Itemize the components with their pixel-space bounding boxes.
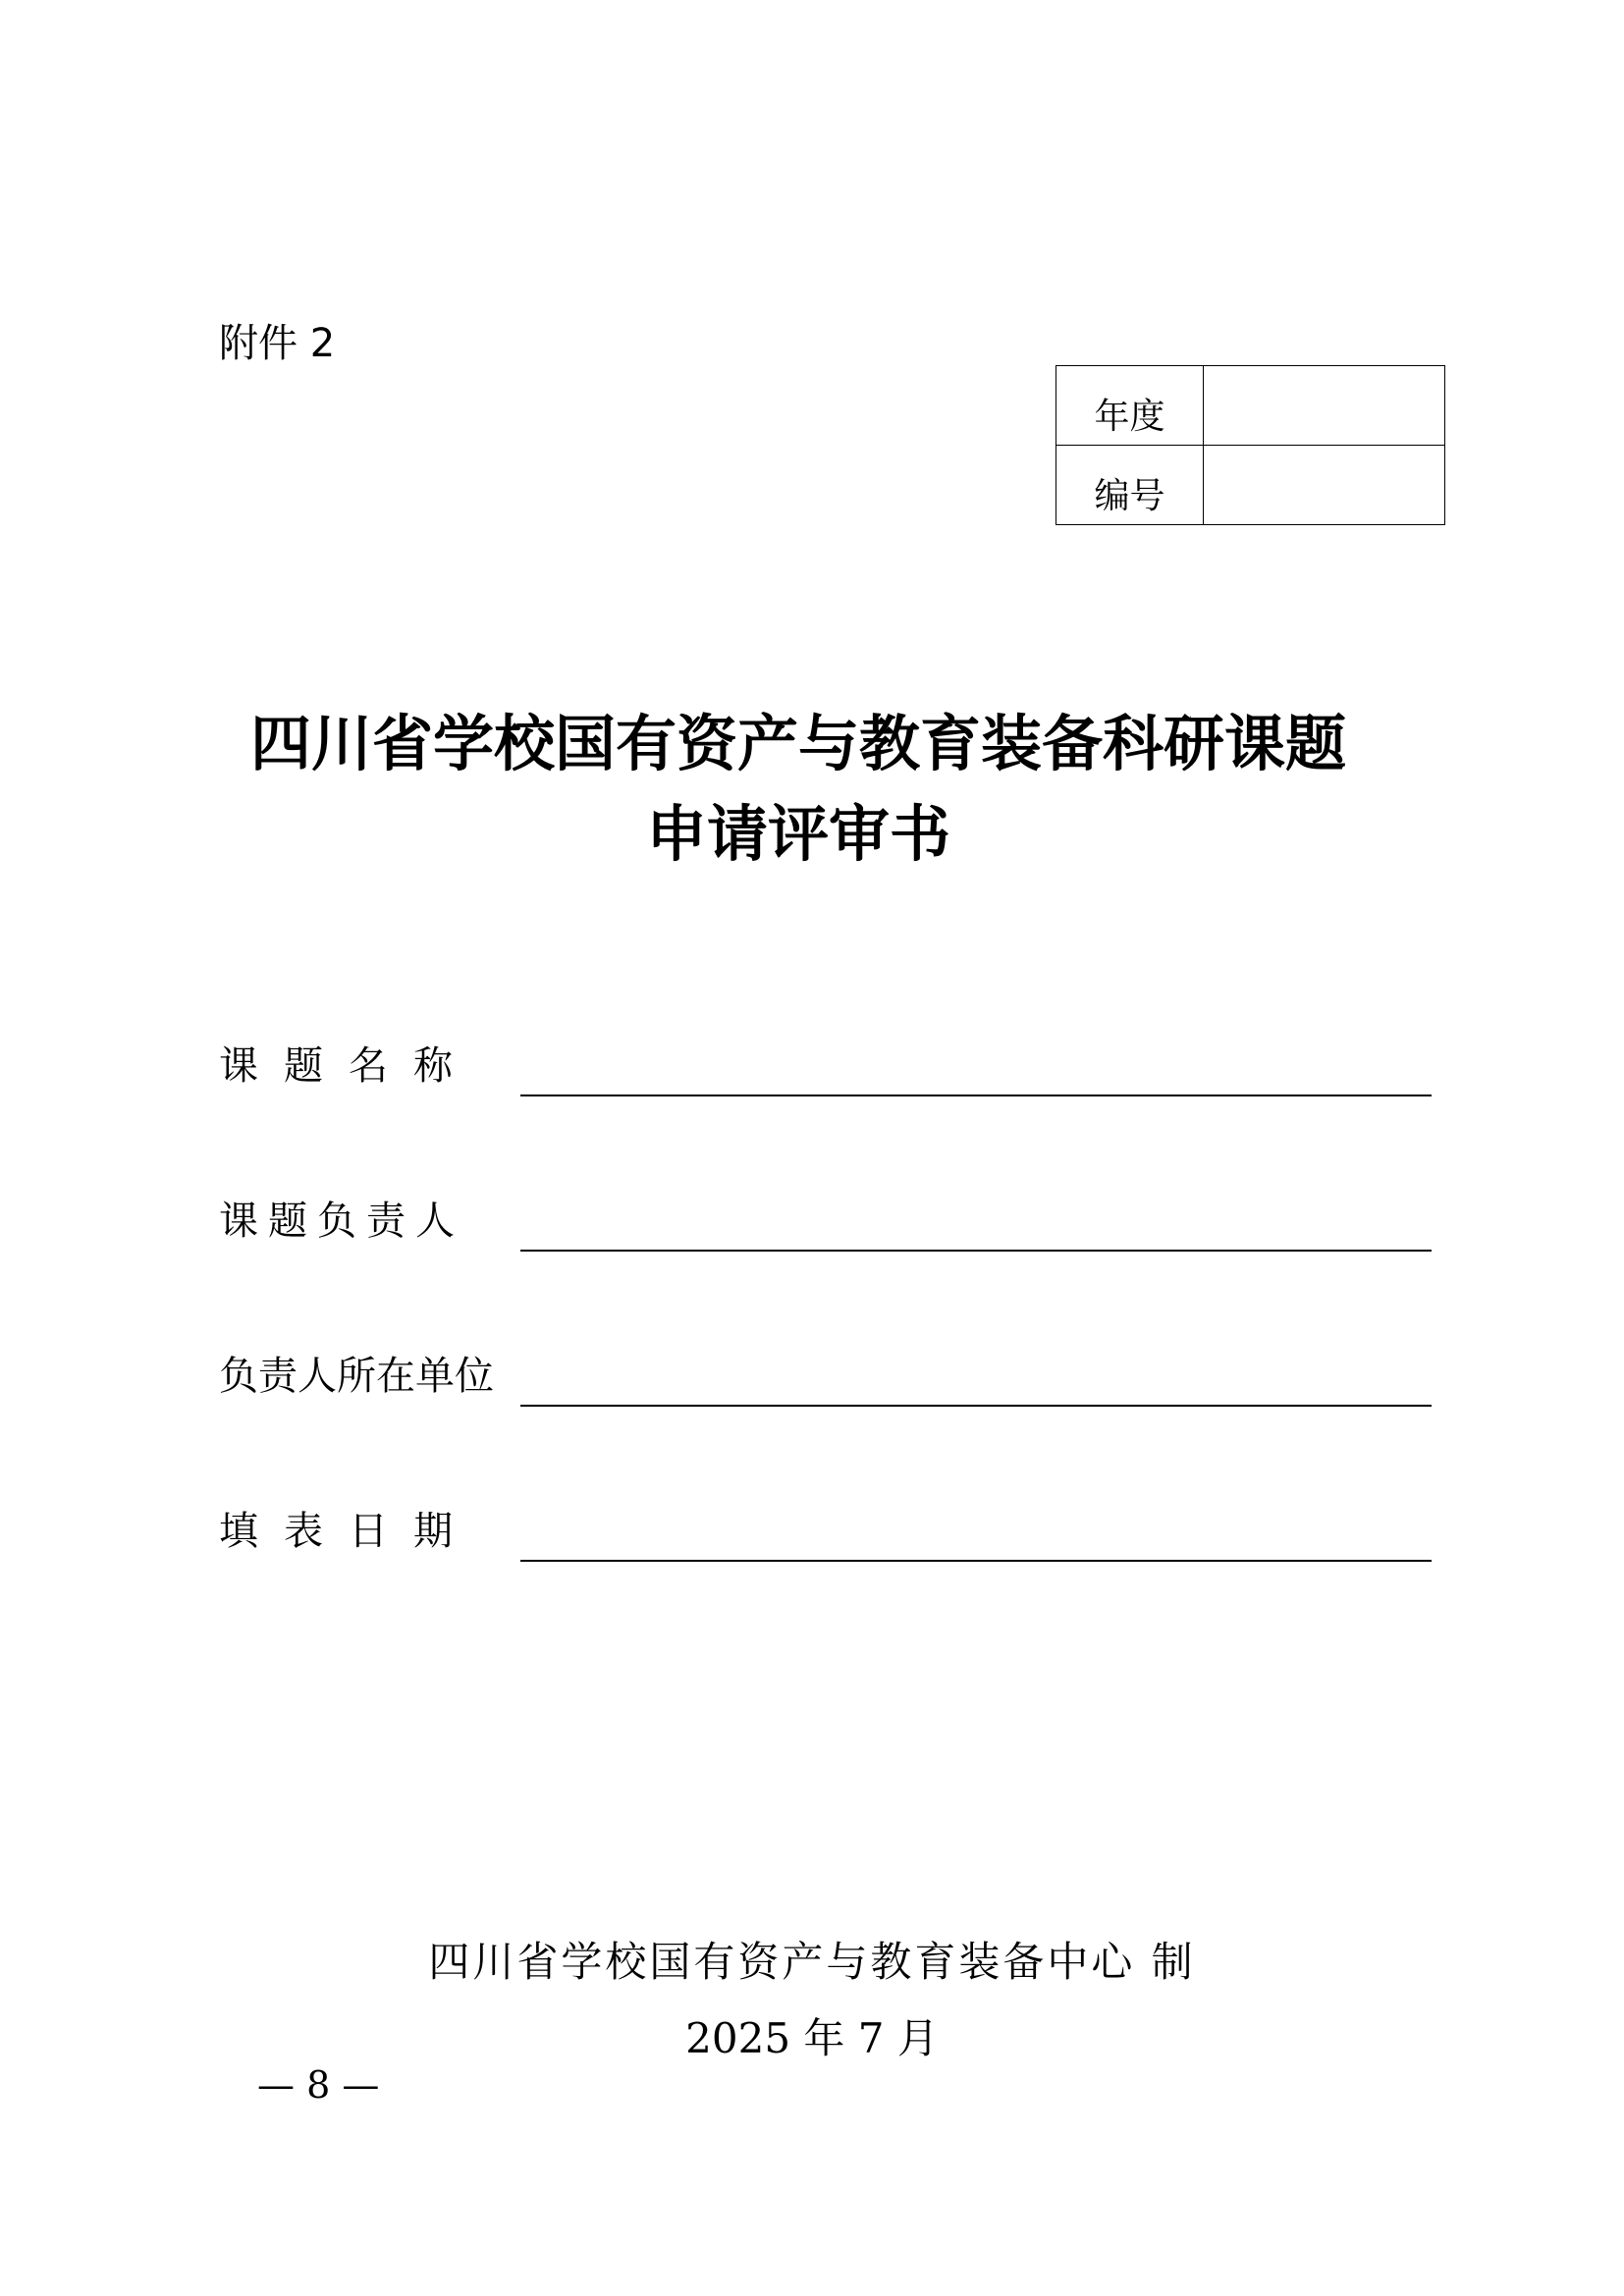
issuer-text: 四川省学校国有资产与教育装备中心 制 [428,1938,1196,1986]
meta-row-number [1056,445,1444,524]
number-value-cell[interactable] [1204,445,1444,524]
page-number: — 8 — [257,2063,380,2107]
leader-unit-line[interactable] [520,1405,1432,1407]
project-name-line[interactable] [520,1095,1432,1096]
fill-date-line[interactable] [520,1560,1432,1562]
number-label: 编号 [1056,445,1204,524]
year-label: 年度 [1056,366,1204,445]
field-row-fill-date [219,1493,1432,1562]
field-row-project-name [219,1028,1432,1096]
issue-date: 2025 年 7 月 [685,2014,939,2062]
document-title-line1: 四川省学校国有资产与教育装备科研课题 [249,708,1346,779]
year-value-cell[interactable] [1204,366,1444,445]
leader-unit-label: 负责人所在单位 [219,1354,494,1399]
attachment-label: 附件 2 [219,321,336,366]
meta-row-year [1056,366,1444,446]
project-name-label: 课题名称 [219,1043,478,1089]
document-title-line2: 申请评审书 [645,798,950,870]
project-leader-line[interactable] [520,1250,1432,1252]
project-leader-label: 课题负责人 [219,1199,464,1244]
field-row-leader-unit [219,1338,1432,1407]
field-row-project-leader [219,1183,1432,1252]
fill-date-label: 填表日期 [219,1509,478,1554]
year-number-table [1056,365,1445,525]
